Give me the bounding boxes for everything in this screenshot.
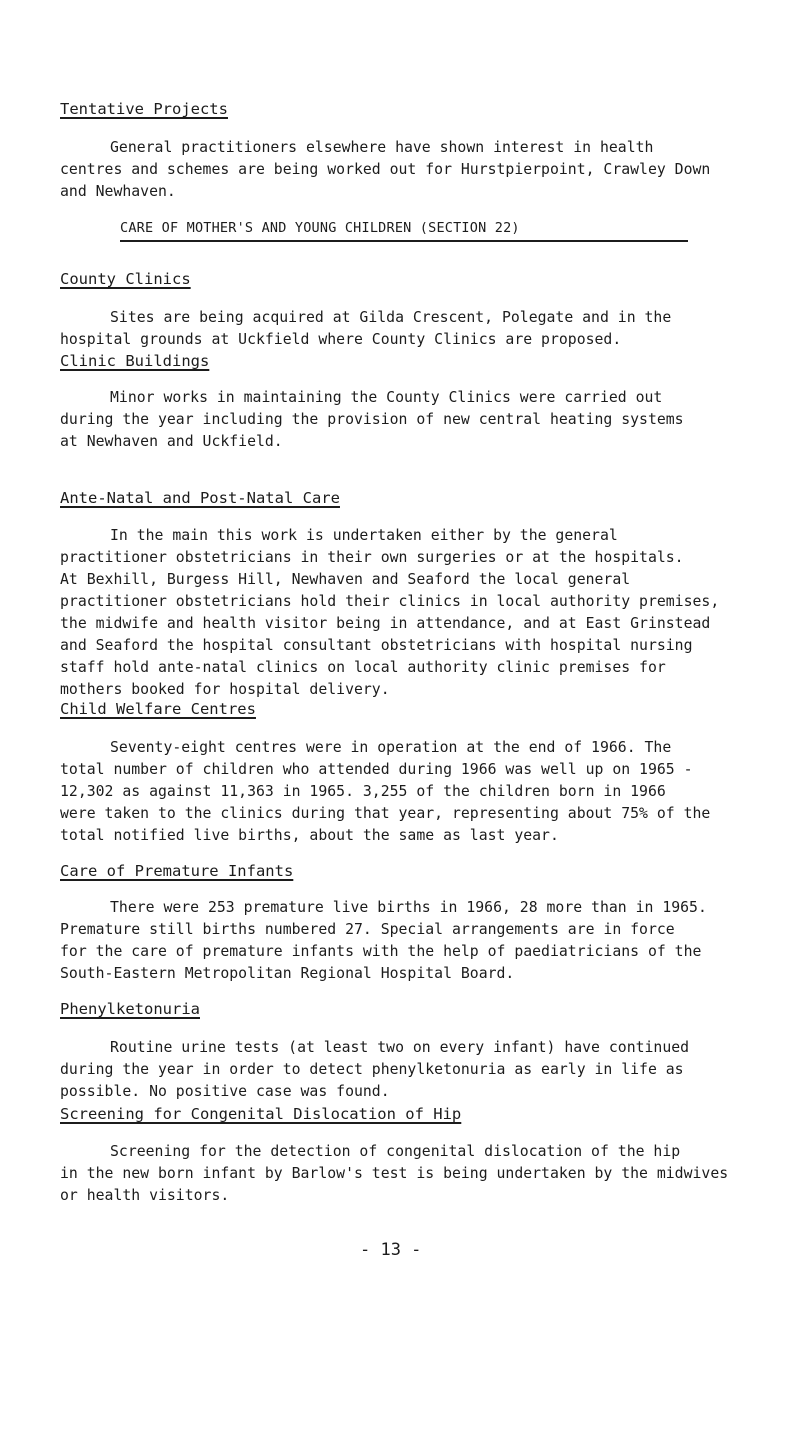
- text-line: or health visitors.: [60, 1187, 230, 1204]
- text-line: during the year including the provision of new central heating systems: [60, 411, 684, 428]
- text-line: 12,302 as against 11,363 in 1965. 3,255 of the children born in 1966: [60, 783, 666, 800]
- paragraph-phenylketonuria: [60, 1037, 790, 1103]
- paragraph-hip-screening: [60, 1141, 790, 1207]
- text-line: and Newhaven.: [60, 183, 176, 200]
- text-line: total number of children who attended during 1966 was well up on 1965 -: [60, 761, 693, 778]
- paragraph-ante-natal-care: [60, 525, 790, 701]
- text-line: total notified live births, about the same as last year.: [60, 827, 559, 844]
- text-line: for the care of premature infants with the help of paediatricians of the: [60, 943, 702, 960]
- heading-child-welfare-centres: Child Welfare Centres: [60, 700, 256, 718]
- text-line: centres and schemes are being worked out for Hurstpierpoint, Crawley Down: [60, 161, 711, 178]
- text-line: Routine urine tests (at least two on every infant) have continued: [110, 1039, 690, 1056]
- text-line: the midwife and health visitor being in attendance, and at East Grinstead: [60, 615, 711, 632]
- text-line: General practitioners elsewhere have shown interest in health: [110, 139, 654, 156]
- paragraph-premature-infants: [60, 897, 790, 985]
- heading-county-clinics: County Clinics: [60, 270, 191, 288]
- text-line: Screening for the detection of congenital dislocation of the hip: [110, 1143, 681, 1160]
- text-line: In the main this work is undertaken either by the general: [110, 527, 618, 544]
- text-line: Premature still births numbered 27. Special arrangements are in force: [60, 921, 675, 938]
- text-line: South-Eastern Metropolitan Regional Hospital Board.: [60, 965, 515, 982]
- section-title-rule: [120, 240, 688, 242]
- text-line: during the year in order to detect phenylketonuria as early in life as: [60, 1061, 684, 1078]
- text-line: staff hold ante-natal clinics on local authority clinic premises for: [60, 659, 666, 676]
- paragraph-clinic-buildings: [60, 387, 790, 453]
- section-title: CARE OF MOTHER'S AND YOUNG CHILDREN (SECTION 22): [120, 220, 520, 236]
- text-line: There were 253 premature live births in 1966, 28 more than in 1965.: [110, 899, 707, 916]
- text-line: practitioner obstetricians hold their clinics in local authority premises,: [60, 593, 720, 610]
- heading-premature-infants: Care of Premature Infants: [60, 862, 294, 880]
- text-line: Seventy-eight centres were in operation at the end of 1966. The: [110, 739, 672, 756]
- text-line: Minor works in maintaining the County Clinics were carried out: [110, 389, 663, 406]
- text-line: at Newhaven and Uckfield.: [60, 433, 283, 450]
- text-line: practitioner obstetricians in their own surgeries or at the hospitals.: [60, 549, 684, 566]
- heading-tentative-projects: Tentative Projects: [60, 100, 228, 118]
- paragraph-tentative-projects: [60, 137, 790, 203]
- paragraph-child-welfare-centres: [60, 737, 790, 847]
- text-line: At Bexhill, Burgess Hill, Newhaven and Seaford the local general: [60, 571, 631, 588]
- text-line: hospital grounds at Uckfield where County Clinics are proposed.: [60, 331, 622, 348]
- text-line: mothers booked for hospital delivery.: [60, 681, 390, 698]
- paragraph-county-clinics: [60, 307, 790, 351]
- text-line: and Seaford the hospital consultant obstetricians with hospital nursing: [60, 637, 693, 654]
- text-line: were taken to the clinics during that year, representing about 75% of the: [60, 805, 711, 822]
- text-line: Sites are being acquired at Gilda Crescent, Polegate and in the: [110, 309, 672, 326]
- heading-phenylketonuria: Phenylketonuria: [60, 1000, 200, 1018]
- heading-ante-natal-care: Ante-Natal and Post-Natal Care: [60, 489, 340, 507]
- text-line: possible. No positive case was found.: [60, 1083, 390, 1100]
- heading-hip-screening: Screening for Congenital Dislocation of Hip: [60, 1105, 462, 1123]
- text-line: in the new born infant by Barlow's test is being undertaken by the midwives: [60, 1165, 729, 1182]
- heading-clinic-buildings: Clinic Buildings: [60, 352, 210, 370]
- page-number: - 13 -: [360, 1240, 422, 1260]
